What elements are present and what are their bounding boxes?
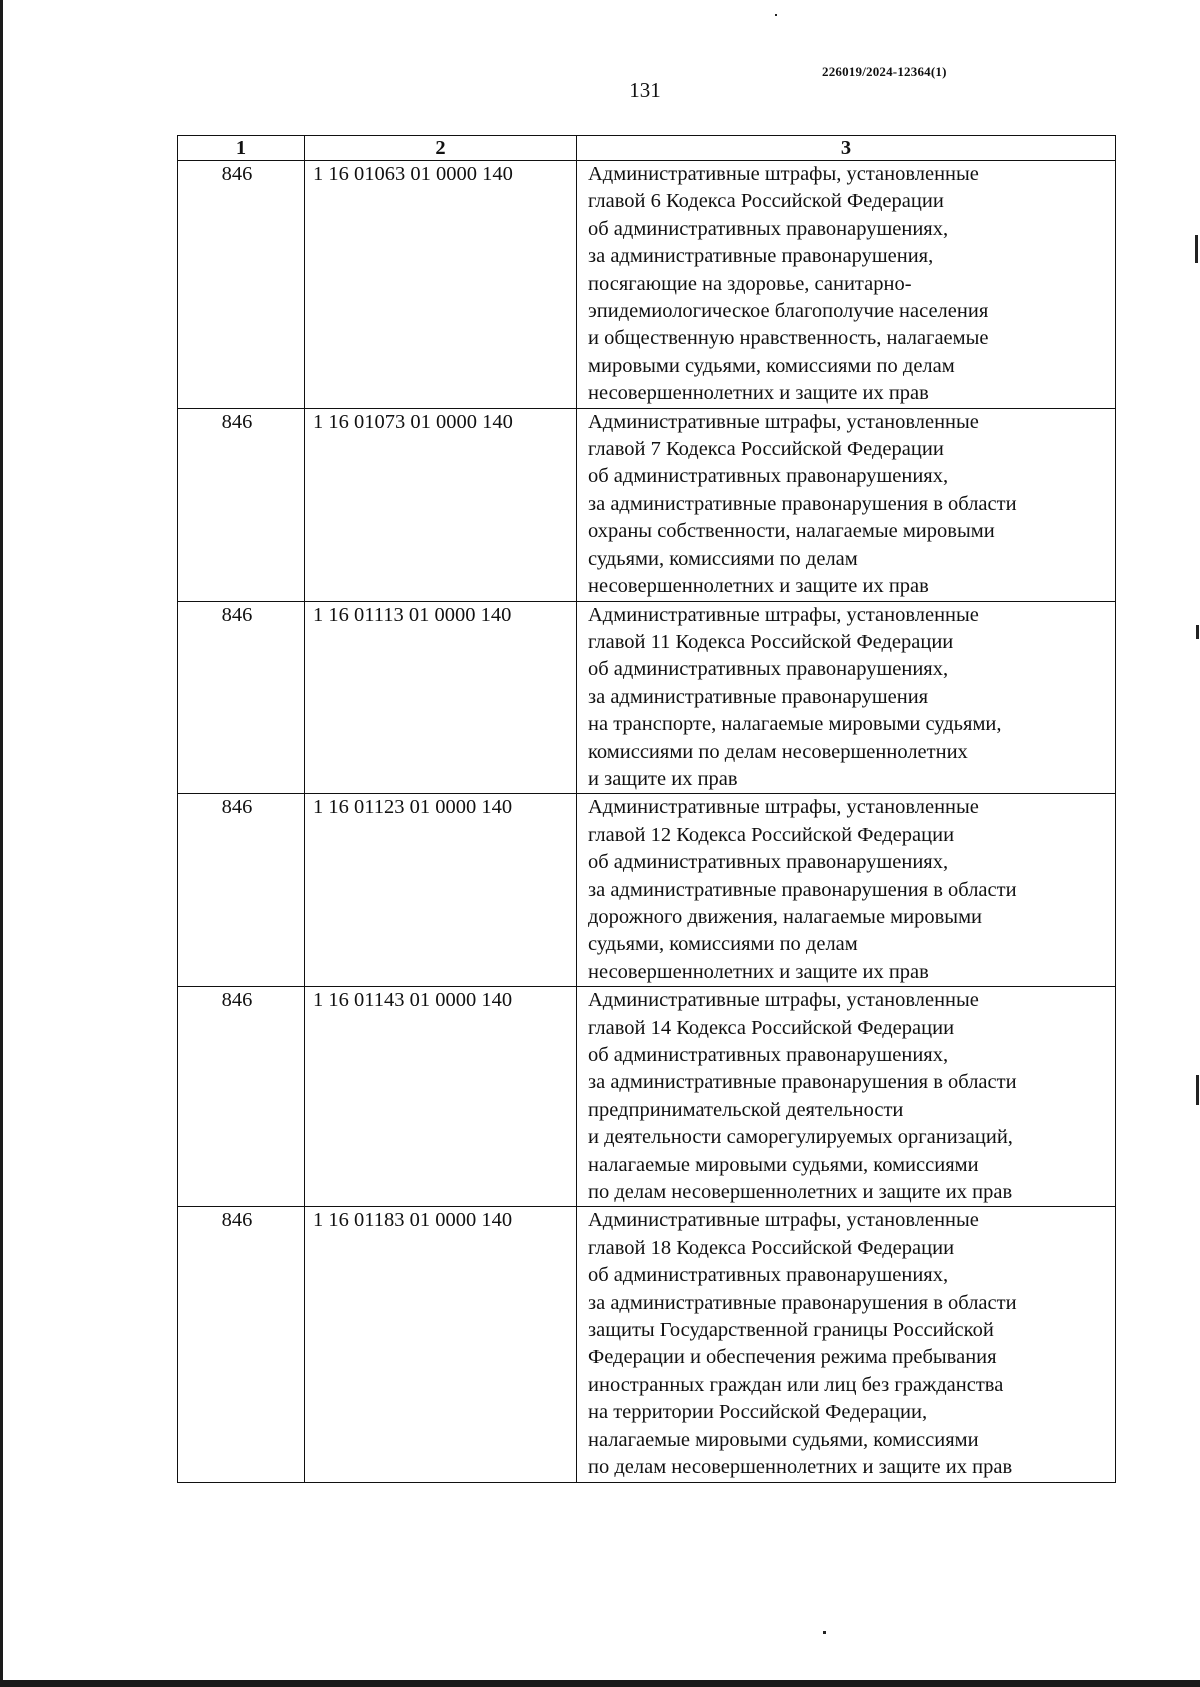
description-line: главой 18 Кодекса Российской Федерации bbox=[588, 1236, 955, 1259]
scan-mark bbox=[823, 1631, 826, 1634]
kbk-code-cell: 1 16 01063 01 0000 140 bbox=[305, 161, 577, 409]
kbk-code-cell: 1 16 01183 01 0000 140 bbox=[305, 1207, 577, 1482]
admin-code-cell: 846 bbox=[178, 1207, 305, 1482]
description-line: эпидемиологическое благополучие населения bbox=[588, 300, 989, 323]
description-line: за административные правонарушения в области bbox=[588, 492, 1017, 515]
table-row bbox=[178, 601, 1116, 794]
description-line: мировыми судьями, комиссиями по делам bbox=[588, 354, 955, 377]
description-line: несовершеннолетних и защите их прав bbox=[588, 382, 929, 405]
description-line: за административные правонарушения bbox=[588, 685, 929, 708]
description-line: охраны собственности, налагаемые мировыми bbox=[588, 520, 995, 543]
description-line: Административные штрафы, установленные bbox=[588, 603, 979, 626]
column-header: 3 bbox=[577, 136, 1116, 161]
description-line: иностранных граждан или лиц без гражданства bbox=[588, 1373, 1004, 1396]
table-header-row bbox=[178, 136, 1116, 161]
page-number: 131 bbox=[629, 78, 661, 102]
table-row bbox=[178, 1207, 1116, 1482]
description-line: по делам несовершеннолетних и защите их прав bbox=[588, 1456, 1013, 1479]
scan-mark bbox=[1196, 1075, 1199, 1105]
description-line: посягающие на здоровье, санитарно- bbox=[588, 272, 912, 295]
kbk-code-cell: 1 16 01123 01 0000 140 bbox=[305, 794, 577, 987]
description-line: судьями, комиссиями по делам bbox=[588, 547, 858, 570]
description-line: за административные правонарушения в области bbox=[588, 878, 1017, 901]
column-header: 2 bbox=[305, 136, 577, 161]
description-line: об административных правонарушениях, bbox=[588, 465, 949, 488]
admin-code-cell: 846 bbox=[178, 161, 305, 409]
table-body bbox=[178, 161, 1116, 1483]
kbk-code-cell: 1 16 01113 01 0000 140 bbox=[305, 601, 577, 794]
table-row bbox=[178, 794, 1116, 987]
admin-code-cell: 846 bbox=[178, 987, 305, 1207]
description-line: Административные штрафы, установленные bbox=[588, 796, 979, 819]
description-line: Административные штрафы, установленные bbox=[588, 989, 979, 1012]
description-line: за административные правонарушения в области bbox=[588, 1071, 1017, 1094]
scan-left-edge bbox=[0, 0, 3, 1687]
description-line: предпринимательской деятельности bbox=[588, 1098, 904, 1121]
description-line: об административных правонарушениях, bbox=[588, 658, 949, 681]
kbk-code-cell: 1 16 01073 01 0000 140 bbox=[305, 408, 577, 601]
scan-mark bbox=[775, 14, 777, 16]
description-line: главой 11 Кодекса Российской Федерации bbox=[588, 630, 954, 653]
description-line: и общественную нравственность, налагаемые bbox=[588, 327, 989, 350]
description-line: об административных правонарушениях, bbox=[588, 217, 949, 240]
table-row bbox=[178, 161, 1116, 409]
description-line: налагаемые мировыми судьями, комиссиями bbox=[588, 1153, 979, 1176]
description-line: Административные штрафы, установленные bbox=[588, 410, 979, 433]
description-line: несовершеннолетних и защите их прав bbox=[588, 960, 929, 983]
description-cell bbox=[577, 161, 1116, 409]
scan-bottom-edge bbox=[0, 1680, 1200, 1687]
description-line: судьями, комиссиями по делам bbox=[588, 933, 858, 956]
description-line: Административные штрафы, установленные bbox=[588, 1209, 979, 1232]
admin-code-cell: 846 bbox=[178, 794, 305, 987]
description-line: комиссиями по делам несовершеннолетних bbox=[588, 740, 968, 763]
table-row bbox=[178, 987, 1116, 1207]
document-id: 226019/2024-12364(1) bbox=[822, 64, 947, 79]
description-line: на транспорте, налагаемые мировыми судьями, bbox=[588, 713, 1002, 736]
description-cell bbox=[577, 601, 1116, 794]
description-line: главой 7 Кодекса Российской Федерации bbox=[588, 438, 944, 461]
scan-mark bbox=[1195, 235, 1198, 263]
column-header: 1 bbox=[178, 136, 305, 161]
description-line: за административные правонарушения в области bbox=[588, 1291, 1017, 1314]
table-row bbox=[178, 408, 1116, 601]
admin-code-cell: 846 bbox=[178, 601, 305, 794]
description-line: об административных правонарушениях, bbox=[588, 1264, 949, 1287]
description-line: дорожного движения, налагаемые мировыми bbox=[588, 905, 983, 928]
description-line: по делам несовершеннолетних и защите их прав bbox=[588, 1181, 1013, 1204]
description-line: защиты Государственной границы Российской bbox=[588, 1319, 994, 1342]
scan-mark bbox=[1196, 625, 1199, 639]
admin-code-cell: 846 bbox=[178, 408, 305, 601]
description-line: Федерации и обеспечения режима пребывания bbox=[588, 1346, 997, 1369]
description-line: и защите их прав bbox=[588, 767, 738, 790]
description-line: и деятельности саморегулируемых организаций, bbox=[588, 1126, 1013, 1149]
description-line: об административных правонарушениях, bbox=[588, 1044, 949, 1066]
description-cell bbox=[577, 987, 1116, 1207]
description-line: главой 14 Кодекса Российской Федерации bbox=[588, 1016, 955, 1039]
description-line: Административные штрафы, установленные bbox=[588, 163, 979, 185]
description-cell bbox=[577, 1207, 1116, 1482]
fines-table bbox=[177, 135, 1116, 1483]
description-cell bbox=[577, 408, 1116, 601]
description-line: несовершеннолетних и защите их прав bbox=[588, 575, 929, 598]
description-line: на территории Российской Федерации, bbox=[588, 1401, 928, 1424]
kbk-code-cell: 1 16 01143 01 0000 140 bbox=[305, 987, 577, 1207]
description-line: главой 12 Кодекса Российской Федерации bbox=[588, 823, 955, 846]
description-line: главой 6 Кодекса Российской Федерации bbox=[588, 190, 944, 213]
description-cell bbox=[577, 794, 1116, 987]
description-line: об административных правонарушениях, bbox=[588, 851, 949, 874]
description-line: налагаемые мировыми судьями, комиссиями bbox=[588, 1428, 979, 1451]
description-line: за административные правонарушения, bbox=[588, 245, 934, 268]
